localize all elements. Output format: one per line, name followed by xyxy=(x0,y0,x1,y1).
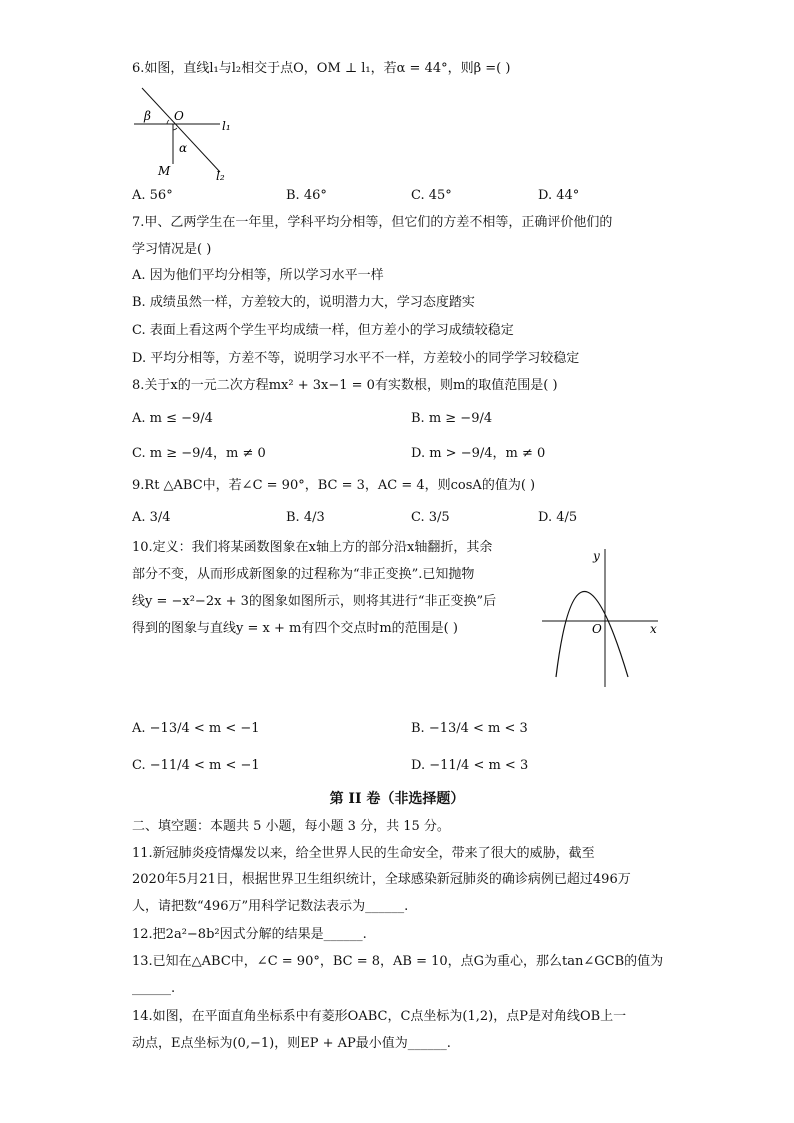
q10-fig-y: y xyxy=(593,549,600,563)
q9-option-d: D. 4/5 xyxy=(538,510,578,525)
q8-option-c: C. m ≥ −9/4，m ≠ 0 xyxy=(132,446,266,461)
q7-stem-line2: 学习情况是( ) xyxy=(132,242,212,257)
q11-line2: 2020年5月21日，根据世界卫生组织统计，全球感染新冠肺炎的确诊病例已超过496万 xyxy=(132,872,631,887)
q6-stem: 6.如图，直线l₁与l₂相交于点O，OM ⊥ l₁，若α = 44°，则β =( ) xyxy=(132,61,511,76)
q10-figure xyxy=(540,545,664,690)
q7-option-a: A. 因为他们平均分相等，所以学习水平一样 xyxy=(132,268,384,283)
q11-line1: 11.新冠肺炎疫情爆发以来，给全世界人民的生命安全，带来了很大的威胁，截至 xyxy=(132,846,595,861)
q6-fig-O: O xyxy=(174,109,184,123)
q7-stem-line1: 7.甲、乙两学生在一年里，学科平均分相等，但它们的方差不相等，正确评价他们的 xyxy=(132,215,613,230)
q9-stem: 9.Rt △ABC中，若∠C = 90°，BC = 3，AC = 4，则cosA的值为( ) xyxy=(132,478,536,493)
q12-line1: 12.把2a²−8b²因式分解的结果是______. xyxy=(132,927,367,942)
q13-line2: ______. xyxy=(132,981,176,996)
q10-stem-line1: 10.定义：我们将某函数图象在x轴上方的部分沿x轴翻折，其余 xyxy=(132,540,493,555)
q8-option-d: D. m > −9/4，m ≠ 0 xyxy=(411,446,546,461)
section-heading: 二、填空题：本题共 5 小题，每小题 3 分，共 15 分。 xyxy=(132,819,450,834)
q6-fig-l1: l₁ xyxy=(222,119,231,133)
q6-option-d: D. 44° xyxy=(538,188,580,203)
q10-stem-line3: 线y = −x²−2x + 3的图象如图所示，则将其进行“非正变换”后 xyxy=(132,594,497,609)
q10-fig-x: x xyxy=(650,622,657,636)
q9-option-a: A. 3/4 xyxy=(132,510,171,525)
q6-option-b: B. 46° xyxy=(286,188,327,203)
q14-line2: 动点，E点坐标为(0,−1)，则EP + AP最小值为______. xyxy=(132,1036,451,1051)
q10-option-a: A. −13/4 < m < −1 xyxy=(132,721,260,736)
q9-option-c: C. 3/5 xyxy=(411,510,450,525)
q6-fig-alpha: α xyxy=(179,141,188,155)
q6-fig-l2: l₂ xyxy=(216,169,225,183)
q6-fig-M: M xyxy=(158,164,171,178)
q7-option-c: C. 表面上看这两个学生平均成绩一样，但方差小的学习成绩较稳定 xyxy=(132,323,514,338)
q6-figure xyxy=(128,84,240,184)
q6-option-a: A. 56° xyxy=(132,188,173,203)
q10-stem-line2: 部分不变，从而形成新图象的过程称为“非正变换”.已知抛物 xyxy=(132,567,475,582)
q14-line1: 14.如图，在平面直角坐标系中有菱形OABC，C点坐标为(1,2)，点P是对角线OB上一 xyxy=(132,1009,627,1024)
q9-option-b: B. 4/3 xyxy=(286,510,325,525)
q6-fig-beta: β xyxy=(144,109,151,123)
q8-stem: 8.关于x的一元二次方程mx² + 3x−1 = 0有实数根，则m的取值范围是( ) xyxy=(132,378,558,393)
section-title: 第 II 卷（非选择题） xyxy=(329,791,465,807)
q7-option-b: B. 成绩虽然一样，方差较大的，说明潜力大，学习态度踏实 xyxy=(132,295,475,310)
q10-stem-line4: 得到的图象与直线y = x + m有四个交点时m的范围是( ) xyxy=(132,621,458,636)
q10-option-c: C. −11/4 < m < −1 xyxy=(132,758,260,773)
q6-option-c: C. 45° xyxy=(411,188,452,203)
q10-option-b: B. −13/4 < m < 3 xyxy=(411,721,528,736)
q7-option-d: D. 平均分相等，方差不等，说明学习水平不一样，方差较小的同学学习较稳定 xyxy=(132,351,580,366)
q8-option-a: A. m ≤ −9/4 xyxy=(132,411,213,426)
q11-line3: 人，请把数“496万”用科学记数法表示为______. xyxy=(132,899,409,914)
q13-line1: 13.已知在△ABC中，∠C = 90°，BC = 8，AB = 10，点G为重心，那么tan∠GCB的值为 xyxy=(132,954,664,969)
q10-fig-O: O xyxy=(592,622,602,636)
q8-option-b: B. m ≥ −9/4 xyxy=(411,411,493,426)
q10-option-d: D. −11/4 < m < 3 xyxy=(411,758,529,773)
